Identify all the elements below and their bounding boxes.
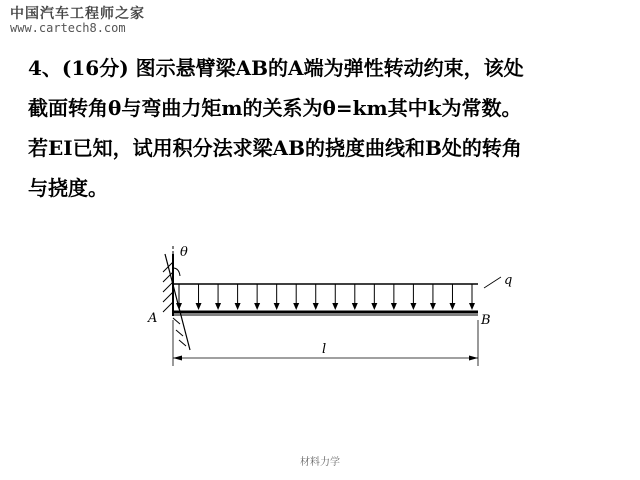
end-b-label: B [481,313,491,328]
watermark-url: www.cartech8.com [10,21,126,36]
load-arrow [410,284,416,310]
length-dimension [173,320,478,366]
load-arrow [235,284,241,310]
load-arrow [430,284,436,310]
load-arrow [274,284,280,310]
problem-line-4: 与挠度。 [28,176,108,200]
problem-statement [28,48,633,208]
watermark [10,6,145,36]
problem-line-3: 若EI已知，试用积分法求梁AB的挠度曲线和B处的转角 [28,136,522,160]
load-arrow [332,284,338,310]
load-label: q [504,273,513,288]
load-arrow [371,284,377,310]
caption: 材料力学 [300,457,340,468]
watermark-site-name: 中国汽车工程师之家 [10,6,145,22]
load-arrow [469,284,475,310]
load-arrow [196,284,202,310]
theta-label: θ [180,245,188,260]
load-arrow [215,284,221,310]
length-label: l [322,342,327,357]
load-arrow [293,284,299,310]
rotation-angle-indicator [173,245,188,280]
beam-ab [173,312,478,315]
load-arrow [391,284,397,310]
load-arrow [352,284,358,310]
problem-line-1: 4、(16分) 图示悬臂梁AB的A端为弹性转动约束，该处 [28,56,524,80]
load-arrows [176,284,475,310]
load-arrow [254,284,260,310]
cantilever-beam-figure [130,232,530,382]
distributed-load [173,273,512,310]
end-a-label: A [148,311,158,326]
problem-line-2: 截面转角θ与弯曲力矩m的关系为θ=km其中k为常数。 [28,96,522,120]
load-arrow [176,284,182,310]
load-arrow [449,284,455,310]
load-arrow [313,284,319,310]
